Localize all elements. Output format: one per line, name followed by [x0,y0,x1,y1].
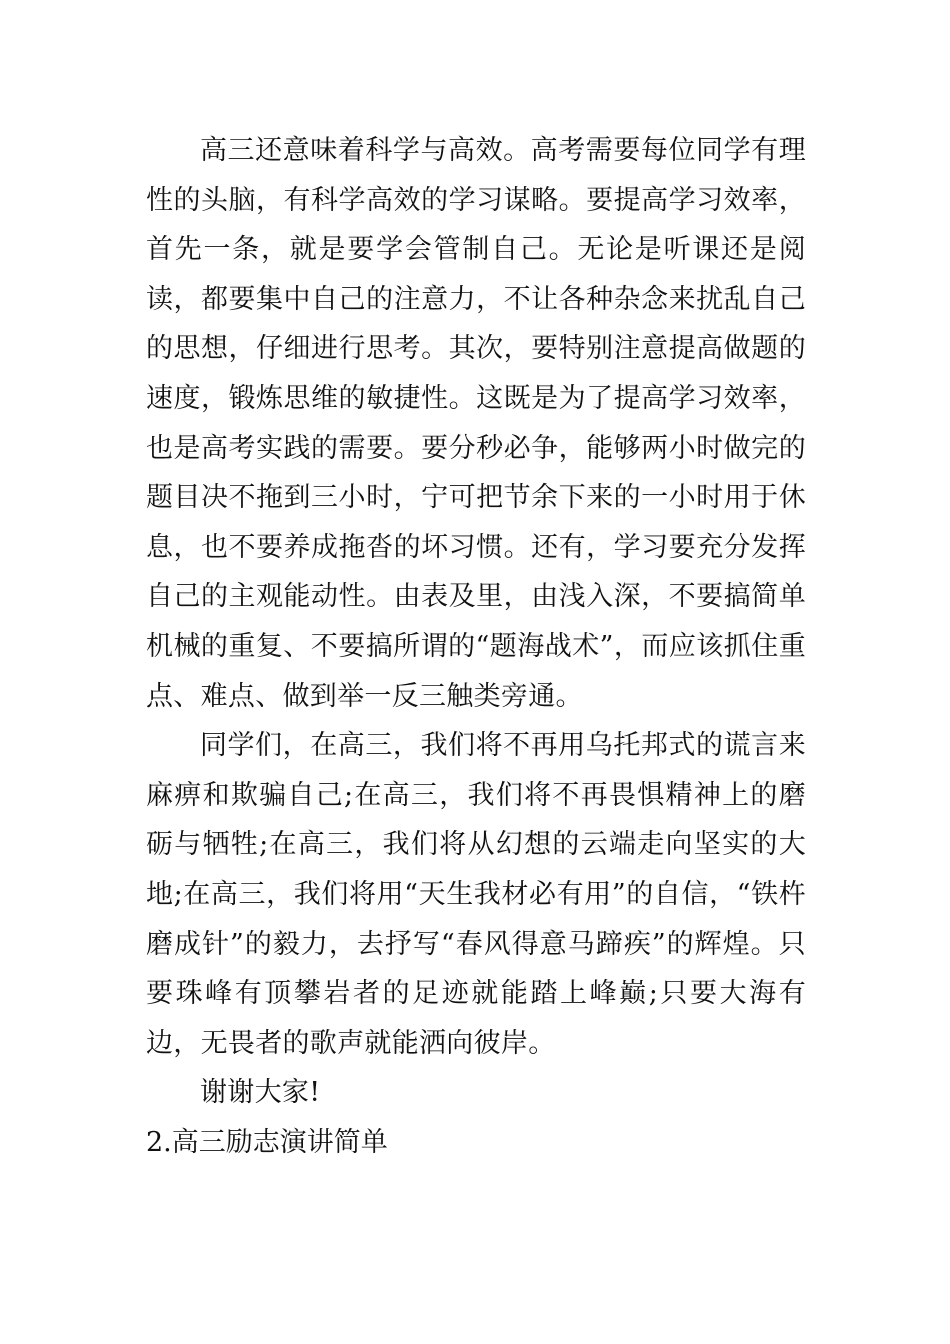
section-heading: 2.高三励志演讲简单 [146,1126,388,1158]
paragraph-thanks: 谢谢大家! [200,1077,321,1109]
document-body [146,126,806,1167]
paragraph-efficiency: 高三还意味着科学与高效。高考需要每位同学有理性的头脑，有科学高效的学习谋略。要提高学习效率，首先一条，就是要学会管制自己。无论是听课还是阅读，都要集中自己的注意力，不让各种杂念来扰乱自己的思想，仔细进行思考。其次，要特别注意提高做题的速度，锻炼思维的敏捷性。这既是为了提高学习效率，也是高考实践的需要。要分秒必争，能够两小时做完的题目决不拖到三小时，宁可把节余下来的一小时用于休息，也不要养成拖沓的坏习惯。还有，学习要充分发挥自己的主观能动性。由表及里，由浅入深，不要搞简单机械的重复、不要搞所谓的“题海战术”，而应该抓住重点、难点、做到举一反三触类旁通。 [146,135,806,712]
paragraph-closing-speech: 同学们，在高三，我们将不再用乌托邦式的谎言来麻痹和欺骗自己;在高三，我们将不再畏惧精神上的磨砺与牺牲;在高三，我们将从幻想的云端走向坚实的大地;在高三，我们将用“天生我材必有用”的自信，“铁杵磨成针”的毅力，去抒写“春风得意马蹄疾”的辉煌。只要珠峰有顶攀岩者的足迹就能踏上峰巅;只要大海有边，无畏者的歌声就能洒向彼岸。 [146,730,806,1059]
